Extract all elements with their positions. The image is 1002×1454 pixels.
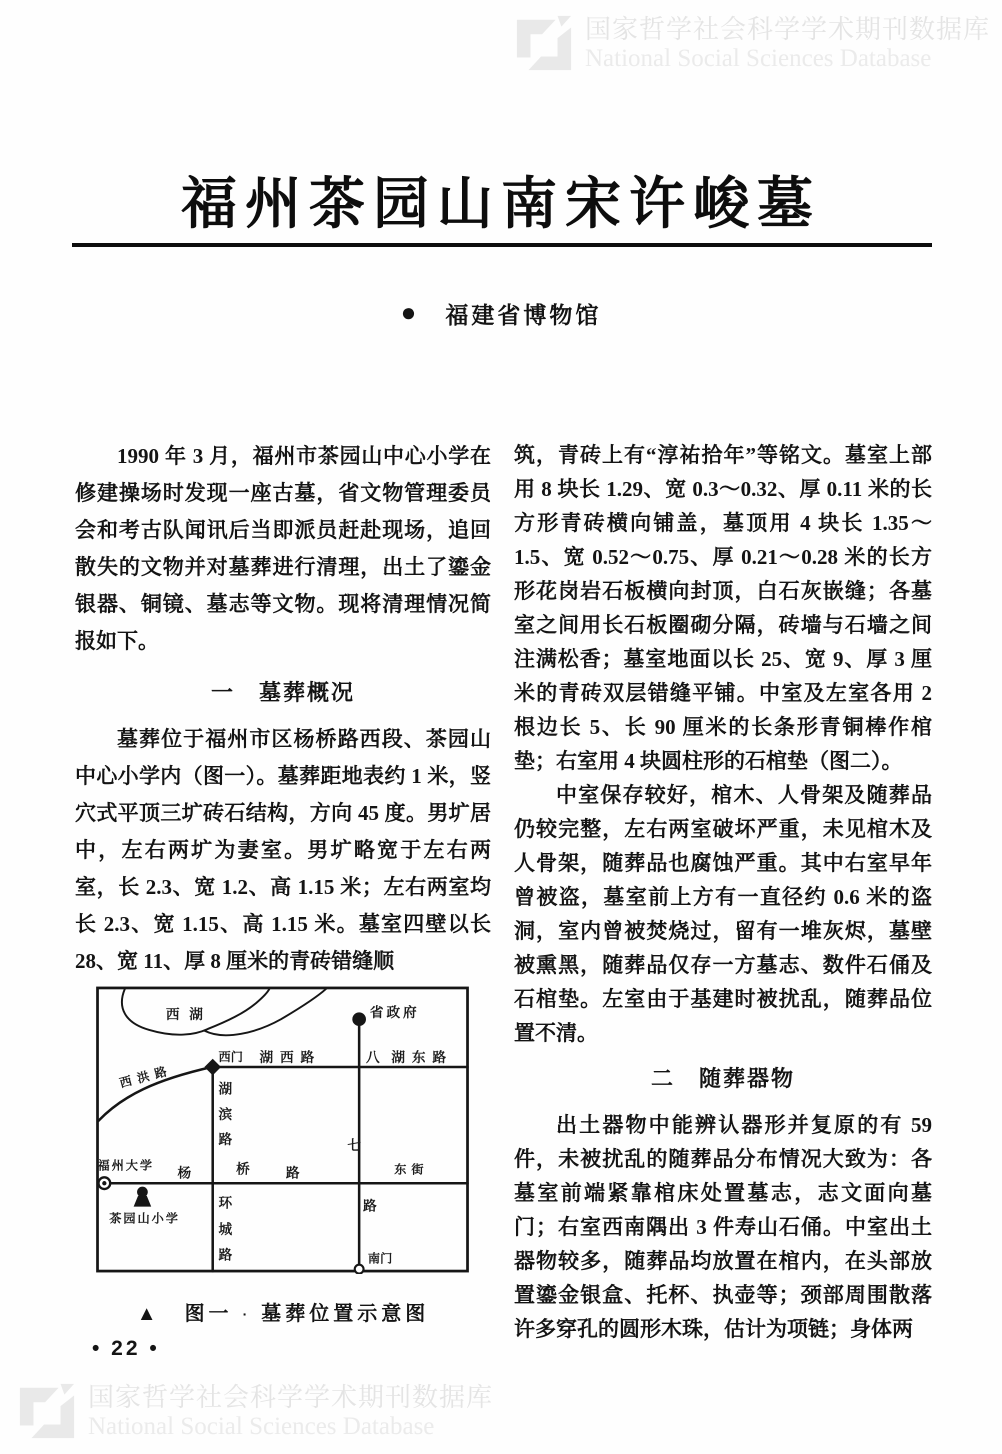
label-huanchenglu-1: 环 — [218, 1195, 233, 1211]
label-chayuanshan: 茶园山小学 — [109, 1211, 180, 1226]
label-lake: 西湖 — [165, 1007, 213, 1023]
author-name: 福建省博物馆 — [445, 303, 602, 328]
lake-shoreline — [205, 989, 326, 1035]
watermark-en-text: National Social Sciences Database — [584, 45, 932, 72]
paragraph-tomb-structure: 筑，青砖上有“淳祐拾年”等铭文。墓室上部用 8 块长 1.29、宽 0.3～0.32、厚 0.11 米的长方形青砖横向铺盖，墓顶用 4 块长 1.35～1.5、宽 0.52～0.75、厚 0.21～0.28 米的长方形花岗岩石板横向封顶，白石灰嵌缝；各墓室之间用长石板圈砌分隔，砖墙与石墙之间注满松香；墓室地面以长 25、宽 9、厚 3 厘米的青砖双层错缝平铺。中室及左室各用 2 根边长 5、长 90 厘米的长条形青铜棒作棺垫；右室用 4 块圆柱形的石棺垫（图二）。 — [514, 443, 932, 773]
caption-title: 墓葬位置示意图 — [261, 1303, 430, 1325]
watermark-top — [515, 14, 990, 73]
label-yangqiaolu-3: 路 — [285, 1165, 300, 1181]
author-line — [0, 297, 1002, 330]
paragraph-intro: 1990 年 3 月，福州市茶园山中心小学在修建操场时发现一座古墓，省文物管理委员会和考古队闻讯后当即派员赶赴现场，追回散失的文物并对墓葬进行清理，出土了鎏金银器、铜镜、墓志等文物。现将清理情况简报如下。 — [75, 444, 491, 653]
label-fuzhoudaxue: 福州大学 — [97, 1158, 155, 1173]
nssd-logo-icon — [18, 1382, 76, 1440]
left-column — [75, 438, 491, 1333]
school-marker-icon — [134, 1187, 152, 1207]
label-qi: 七 — [347, 1138, 362, 1154]
figure-map — [75, 986, 491, 1333]
author-bullet-icon: ● — [400, 298, 420, 327]
university-dot-center — [102, 1181, 106, 1185]
figure-caption — [75, 1296, 491, 1333]
title-rule — [72, 243, 932, 247]
page-number: • 22 • — [92, 1337, 160, 1360]
label-nanmen: 南门 — [367, 1251, 393, 1266]
caption-triangle-icon: ▲ — [136, 1303, 161, 1325]
caption-separator: · — [242, 1306, 252, 1323]
paragraph-tomb-overview: 墓葬位于福州市区杨桥路西段、茶园山中心小学内（图一）。墓葬距地表约 1 米，竖穴式平顶三圹砖石结构，方向 45 度。男圹居中，左右两圹为妻室。男圹略宽于左右两室，长 2.3、宽 1.2、高 1.15 米；左右两室均长 2.3、宽 1.15、高 1.15 米。墓室四壁以长 28、宽 11、厚 8 厘米的青砖错缝顺 — [75, 727, 491, 973]
label-dongjie: 东街 — [394, 1162, 429, 1177]
label-xihonglu: 西洪路 — [118, 1062, 175, 1091]
label-huanchenglu-2: 城 — [218, 1221, 233, 1237]
label-yangqiaolu-2: 桥 — [236, 1161, 250, 1177]
label-hubinlu-1: 湖 — [218, 1081, 233, 1097]
caption-label: 图一 — [184, 1303, 233, 1325]
paragraph-burial-objects: 出土器物中能辨认器形并复原的有 59 件，未被扰乱的随葬品分布情况大致为：各墓室前端紧靠棺床处置墓志，志文面向墓门；右室西南隅出 3 件寿山石俑。中室出土器物较多，随葬品均放置在棺内，在头部放置鎏金银盒、托杯、执壶等；颈部周围散落许多穿孔的圆形木珠，估计为项链；身体两 — [514, 1113, 932, 1341]
section-heading-2: 二 随葬器物 — [650, 1066, 795, 1091]
label-huanchenglu-3: 路 — [218, 1247, 233, 1263]
government-dot — [352, 1012, 366, 1026]
label-ximen: 西门 — [218, 1050, 243, 1065]
label-shengzhengfu: 省政府 — [369, 1005, 420, 1021]
nanmen-dot — [355, 1265, 364, 1274]
nssd-logo-icon — [515, 14, 573, 72]
label-huxilu: 湖西路 — [259, 1050, 322, 1066]
article-title: 福州茶园山南宋许峻墓 — [181, 172, 821, 235]
label-lu: 路 — [363, 1198, 377, 1214]
label-hubinlu-2: 滨 — [218, 1106, 233, 1122]
section-heading-1: 一 墓葬概况 — [210, 680, 355, 705]
right-column — [514, 438, 932, 1346]
tomb-location-map — [91, 986, 475, 1274]
label-yangqiaolu-1: 杨 — [177, 1165, 192, 1181]
label-hudonglu: 湖东路 — [391, 1050, 453, 1066]
paragraph-preservation: 中室保存较好，棺木、人骨架及随葬品仍较完整，左右两室破坏严重，未见棺木及人骨架，随葬品也腐蚀严重。其中右室早年曾被盗，墓室前上方有一直径约 0.6 米的盗洞，室内曾被焚烧过，留有一堆灰烬，墓壁被熏黑，随葬品仅存一方墓志、数件石俑及石棺垫。左室由于基建时被扰乱，随葬品位置不清。 — [514, 783, 932, 1045]
watermark-cn-text: 国家哲学社会科学学术期刊数据库 — [88, 1382, 494, 1412]
watermark-cn-text: 国家哲学社会科学学术期刊数据库 — [584, 14, 990, 44]
watermark-en-text: National Social Sciences Database — [88, 1413, 435, 1440]
label-hubinlu-3: 路 — [218, 1132, 233, 1148]
watermark-bottom — [18, 1382, 493, 1441]
label-ba: 八 — [365, 1050, 380, 1066]
